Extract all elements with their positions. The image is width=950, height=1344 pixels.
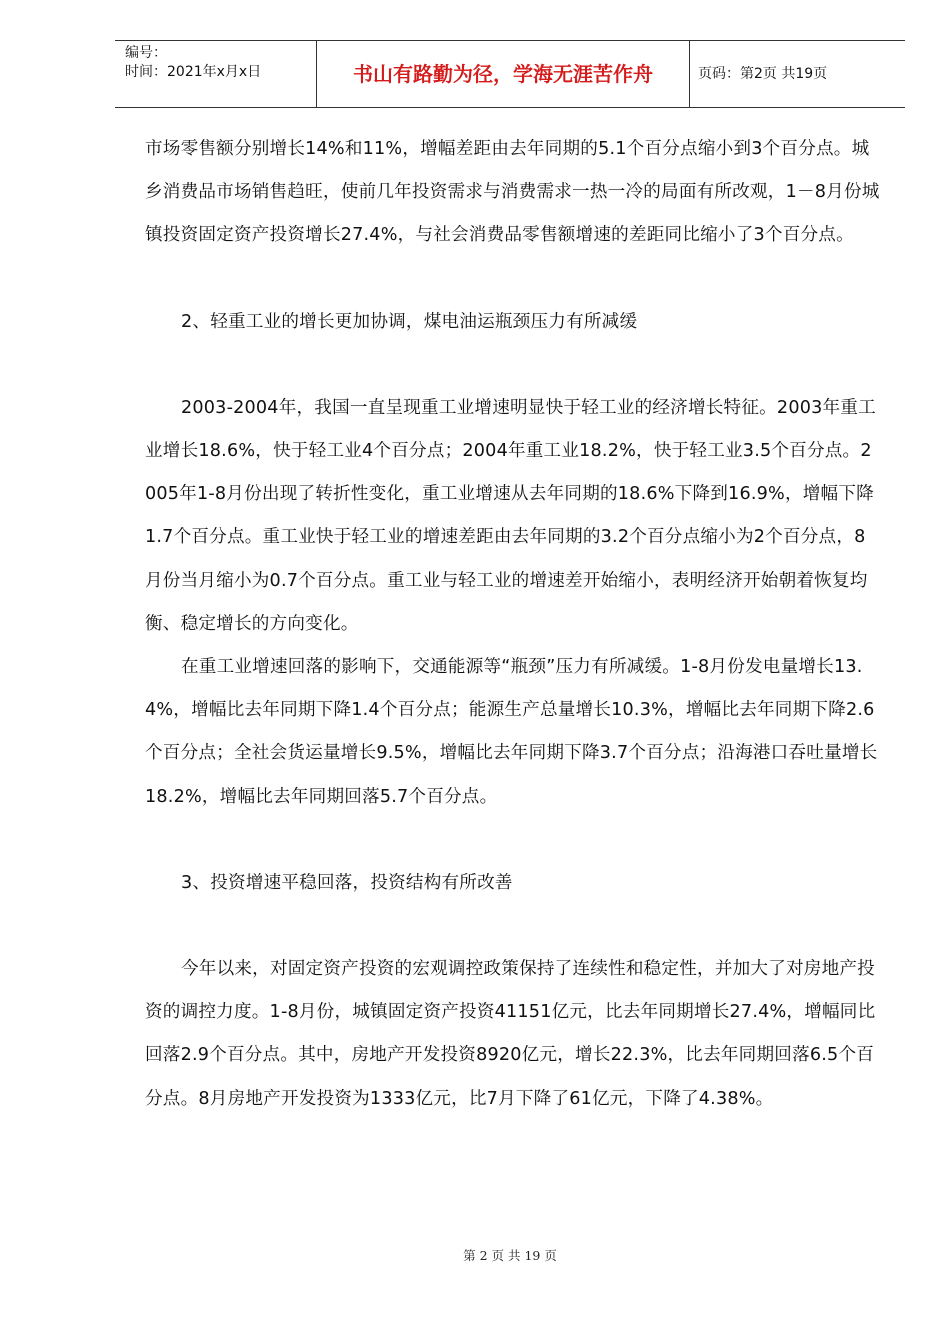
header-page-number: 页码：第2页 共19页 bbox=[698, 66, 828, 82]
header-meta bbox=[115, 41, 317, 107]
paragraph-energy-transport: 在重工业增速回落的影响下，交通能源等“瓶颈”压力有所减缓。1-8月份发电量增长13.4%，增幅比去年同期下降1.4个百分点；能源生产总量增长10.3%，增幅比去年同期下降2.6个百分点；全社会货运量增长9.5%，增幅比去年同期下降3.7个百分点；沿海港口吞吐量增长18.2%，增幅比去年同期回落5.7个百分点。 bbox=[145, 657, 878, 807]
document-number-label: 编号： bbox=[125, 45, 167, 61]
section-heading-investment: 3、投资增速平稳回落，投资结构有所改善 bbox=[181, 872, 513, 893]
paragraph-heavy-industry: 2003-2004年，我国一直呈现重工业增速明显快于轻工业的经济增长特征。2003年重工业增长18.6%，快于轻工业4个百分点；2004年重工业18.2%，快于轻工业3.5个百分点。2005年1-8月份出现了转折性变化，重工业增速从去年同期的18.6%下降到16.9%，增幅下降1.7个百分点。重工业快于轻工业的增速差距由去年同期的3.2个百分点缩小为2个百分点，8月份当月缩小为0.7个百分点。重工业与轻工业的增速差开始缩小，表明经济开始朝着恢复均衡、稳定增长的方向变化。 bbox=[145, 397, 876, 634]
document-time-label: 时间：2021年x月x日 bbox=[125, 64, 262, 80]
page-header bbox=[115, 40, 905, 108]
paragraph-consumption: 市场零售额分别增长14%和11%，增幅差距由去年同期的5.1个百分点缩小到3个百分点。城乡消费品市场销售趋旺，使前几年投资需求与消费需求一热一冷的局面有所改观，1－8月份城镇投资固定资产投资增长27.4%，与社会消费品零售额增速的差距同比缩小了3个百分点。 bbox=[145, 139, 880, 246]
paragraph-investment: 今年以来，对固定资产投资的宏观调控政策保持了连续性和稳定性，并加大了对房地产投资的调控力度。1-8月份，城镇固定资产投资41151亿元，比去年同期增长27.4%，增幅同比回落2.9个百分点。其中，房地产开发投资8920亿元，增长22.3%，比去年同期回落6.5个百分点。8月房地产开发投资为1333亿元，比7月下降了61亿元，下降了4.38%。 bbox=[145, 959, 876, 1109]
section-heading-industry: 2、轻重工业的增长更加协调，煤电油运瓶颈压力有所减缓 bbox=[181, 311, 638, 332]
document-body bbox=[145, 128, 880, 1121]
header-motto: 书山有路勤为径，学海无涯苦作舟 bbox=[317, 41, 690, 107]
page-footer: 第 2 页 共 19 页 bbox=[463, 1248, 557, 1263]
